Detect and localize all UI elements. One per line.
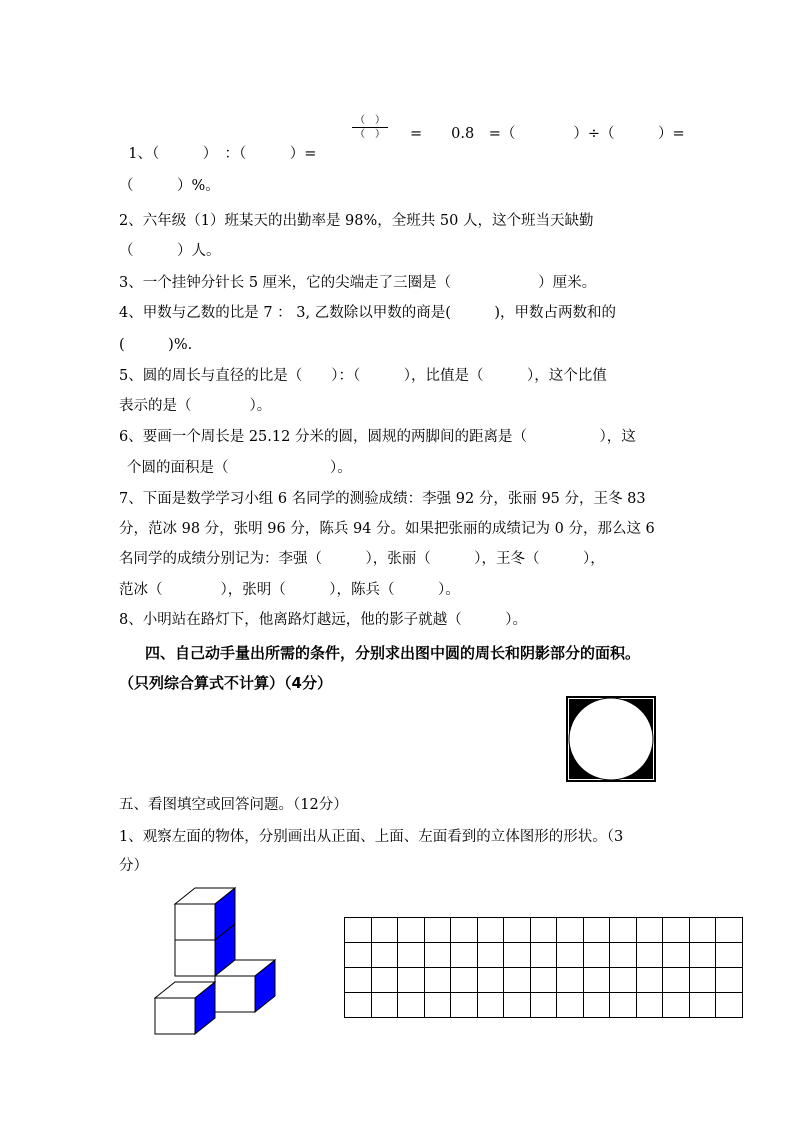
section5-item1-line2: 分） bbox=[119, 858, 148, 874]
grid-cell bbox=[398, 968, 425, 993]
item7-line2: 分，范冰 98 分，张明 96 分，陈兵 94 分。如果把张丽的成绩记为 0 分，那么这 6 bbox=[119, 521, 655, 537]
inscribed-circle bbox=[569, 698, 653, 780]
grid-cell bbox=[398, 943, 425, 968]
cube-stack-figure bbox=[150, 884, 280, 1040]
item4-line1: 4、甲数与乙数的比是 7 ： 3, 乙数除以甲数的商是( )，甲数占两数和的 bbox=[119, 305, 617, 321]
item2-line1: 2、六年级（1）班某天的出勤率是 98%，全班共 50 人，这个班当天缺勤 bbox=[119, 213, 594, 229]
grid-cell bbox=[557, 918, 584, 943]
grid-cell bbox=[477, 993, 504, 1018]
grid-cell bbox=[716, 918, 743, 943]
item5-line1: 5、圆的周长与直径的比是（ ）：（ ），比值是（ ），这个比值 bbox=[119, 368, 607, 384]
grid-cell bbox=[583, 968, 610, 993]
item2-line2: （ ）人。 bbox=[119, 243, 221, 259]
item3-line: 3、一个挂钟分针长 5 厘米，它的尖端走了三圈是（ ）厘米。 bbox=[119, 275, 597, 291]
grid-cell bbox=[557, 943, 584, 968]
grid-cell bbox=[583, 918, 610, 943]
grid-cell bbox=[530, 918, 557, 943]
grid-cell bbox=[689, 968, 716, 993]
item7-line4: 范冰（ ），张明（ ），陈兵（ ）。 bbox=[119, 582, 460, 598]
grid-cell bbox=[345, 943, 372, 968]
grid-cell bbox=[663, 993, 690, 1018]
grid-cell bbox=[371, 993, 398, 1018]
grid-cell bbox=[424, 943, 451, 968]
grid-cell bbox=[610, 968, 637, 993]
fraction-numerator: （ ） bbox=[355, 115, 385, 126]
grid-cell bbox=[504, 918, 531, 943]
grid-table bbox=[344, 917, 743, 1018]
grid-cell bbox=[636, 943, 663, 968]
grid-cell bbox=[477, 918, 504, 943]
grid-cell bbox=[477, 968, 504, 993]
grid-cell bbox=[610, 943, 637, 968]
grid-cell bbox=[424, 968, 451, 993]
grid-cell bbox=[424, 918, 451, 943]
grid-cell bbox=[345, 918, 372, 943]
grid-cell bbox=[530, 993, 557, 1018]
grid-row bbox=[345, 968, 743, 993]
item1-part-b: = 0.8 =（ ）÷（ ）= bbox=[410, 126, 685, 142]
grid-cell bbox=[451, 943, 478, 968]
item5-line2: 表示的是（ ）。 bbox=[119, 398, 272, 414]
grid-cell bbox=[716, 943, 743, 968]
circle-in-square-figure bbox=[566, 696, 656, 782]
grid-cell bbox=[663, 918, 690, 943]
fraction-bar bbox=[352, 127, 388, 128]
grid-cell bbox=[477, 943, 504, 968]
grid-cell bbox=[345, 968, 372, 993]
fraction-blank bbox=[352, 115, 388, 140]
cube-left-bottom bbox=[155, 982, 215, 1034]
grid-cell bbox=[689, 918, 716, 943]
grid-cell bbox=[398, 918, 425, 943]
section4-title-line1: 四、自己动手量出所需的条件，分别求出图中圆的周长和阴影部分的面积。 bbox=[145, 644, 641, 662]
grid-cell bbox=[451, 918, 478, 943]
grid-cell bbox=[716, 993, 743, 1018]
grid-cell bbox=[663, 943, 690, 968]
grid-cell bbox=[345, 993, 372, 1018]
grid-row bbox=[345, 993, 743, 1018]
grid-cell bbox=[636, 918, 663, 943]
grid-cell bbox=[610, 993, 637, 1018]
grid-cell bbox=[504, 968, 531, 993]
drawing-grid bbox=[344, 917, 743, 1018]
grid-cell bbox=[583, 943, 610, 968]
item8-line: 8、小明站在路灯下，他离路灯越远，他的影子就越（ ）。 bbox=[119, 612, 527, 628]
section5-title: 五、看图填空或回答问题。（12分） bbox=[119, 797, 348, 813]
grid-cell bbox=[530, 968, 557, 993]
grid-row bbox=[345, 918, 743, 943]
item7-line1: 7、下面是数学学习小组 6 名同学的测验成绩：李强 92 分，张丽 95 分，王冬 83 bbox=[119, 491, 646, 507]
grid-cell bbox=[451, 968, 478, 993]
item6-line1: 6、要画一个周长是 25.12 分米的圆，圆规的两脚间的距离是（ ），这 bbox=[119, 429, 636, 445]
grid-cell bbox=[663, 968, 690, 993]
grid-cell bbox=[636, 968, 663, 993]
section5-item1-line1: 1、观察左面的物体，分别画出从正面、上面、左面看到的立体图形的形状。（3 bbox=[119, 829, 624, 845]
grid-row bbox=[345, 943, 743, 968]
grid-cell bbox=[689, 993, 716, 1018]
grid-cell bbox=[398, 993, 425, 1018]
item1-part-a: 1、（ ） ：（ ）= bbox=[128, 146, 317, 162]
grid-cell bbox=[557, 968, 584, 993]
grid-cell bbox=[610, 918, 637, 943]
grid-cell bbox=[689, 943, 716, 968]
item6-line2: 个圆的面积是（ ）。 bbox=[127, 460, 352, 476]
grid-cell bbox=[504, 993, 531, 1018]
grid-cell bbox=[716, 968, 743, 993]
fraction-denominator: （ ） bbox=[355, 129, 385, 140]
grid-cell bbox=[371, 968, 398, 993]
grid-cell bbox=[504, 943, 531, 968]
grid-cell bbox=[371, 918, 398, 943]
grid-cell bbox=[371, 943, 398, 968]
grid-cell bbox=[636, 993, 663, 1018]
grid-cell bbox=[583, 993, 610, 1018]
item4-line2: ( )%. bbox=[119, 337, 193, 353]
section4-title-line2: （只列综合算式不计算）（4分） bbox=[119, 674, 332, 692]
grid-cell bbox=[424, 993, 451, 1018]
grid-cell bbox=[451, 993, 478, 1018]
item7-line3: 名同学的成绩分别记为：李强（ ），张丽（ ），王冬（ ）， bbox=[119, 551, 605, 567]
item1-continuation: （ ）%。 bbox=[119, 178, 220, 194]
grid-cell bbox=[557, 993, 584, 1018]
item1-line bbox=[119, 124, 316, 164]
grid-cell bbox=[530, 943, 557, 968]
